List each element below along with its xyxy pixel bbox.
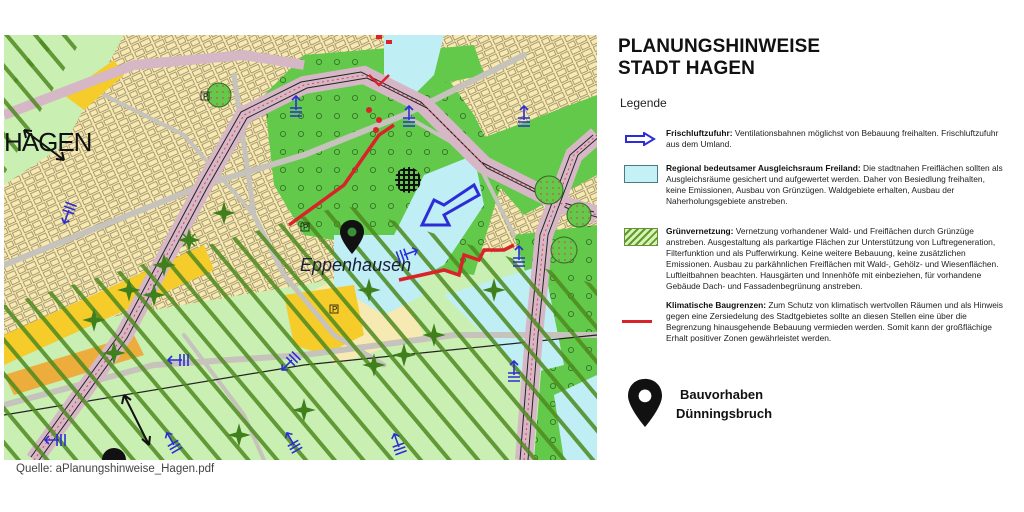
title-line-2: STADT HAGEN — [618, 58, 755, 79]
svg-text:P: P — [203, 92, 209, 101]
legend-desc: Vernetzung vorhandener Wald- und Freiflächen durch Grünzüge anstreben. Ausgestaltung als parkartige Flächen zur Unterstützung von Luftregeneration, Filterfunktion und als Pufferwirkung. Keine weitere Bebauung, keine zusätzlichen Emissionen. Ausbau zu parkähnlichen Freiflächen mit Wald-, Gehölz- und Wiesenflächen. Luftleitbahnen beachten. Hausgärten und Innenhöfe mit einbeziehen, für vorhandene Gebäude Dach- und Fassadenbegrünung anstreben. — [666, 226, 999, 291]
marker-label-line2: Dünningsbruch — [676, 406, 773, 421]
svg-text:P: P — [303, 223, 309, 232]
legend-panel — [618, 36, 1018, 80]
planning-map[interactable] — [4, 35, 597, 460]
legend-term: Grünvernetzung: — [666, 226, 734, 236]
light-blue-swatch-icon — [624, 165, 658, 183]
marker-label-line1: Bauvorhaben — [680, 387, 764, 402]
title-line-1: PLANUNGSHINWEISE — [618, 36, 821, 57]
location-pin-icon — [628, 378, 662, 428]
green-hatch-swatch-icon — [624, 228, 658, 246]
place-label-eppenhausen: Eppenhausen — [300, 255, 412, 275]
legend-desc: Die stadtnahen Freiflächen sollten als Ausgleichsräume gesichert und aufgewertet werden. Daher von Besiedlung freihalten, keine Emissionen, Ausbau von Grünzügen. Waldgebiete erhalten, Ausbau der Naherholungsgebiete anstreben. — [666, 163, 1003, 206]
svg-text:P: P — [332, 305, 338, 314]
blue-arrow-icon — [624, 132, 656, 146]
legend-desc: Zum Schutz von klimatisch wertvollen Räumen und als Hinweis gegen eine Zersiedelung des Stadtgebietes sollte an diesen Stellen eine über die Begrenzung hinausgehende Bebauung vermieden werden. Somit kann der großflächige Erhalt positiver Zonen gewährleistet werden. — [666, 300, 1003, 343]
legend-desc: Ventilationsbahnen möglichst von Bebauung freihalten. Frischluftzufuhr aus dem Umland. — [666, 128, 999, 149]
red-line-icon — [622, 320, 652, 323]
legend-heading: Legende — [620, 96, 667, 110]
map-canvas — [4, 35, 597, 460]
location-pin-icon[interactable] — [340, 220, 364, 254]
legend-term: Frischluftzufuhr: — [666, 128, 733, 138]
marker-label — [676, 385, 772, 423]
source-caption: Quelle: aPlanungshinweise_Hagen.pdf — [16, 463, 215, 475]
legend-term: Regional bedeutsamer Ausgleichsraum Freiland: — [666, 163, 861, 173]
place-label-hagen: HAGEN — [4, 127, 92, 157]
legend-term: Klimatische Baugrenzen: — [666, 300, 767, 310]
